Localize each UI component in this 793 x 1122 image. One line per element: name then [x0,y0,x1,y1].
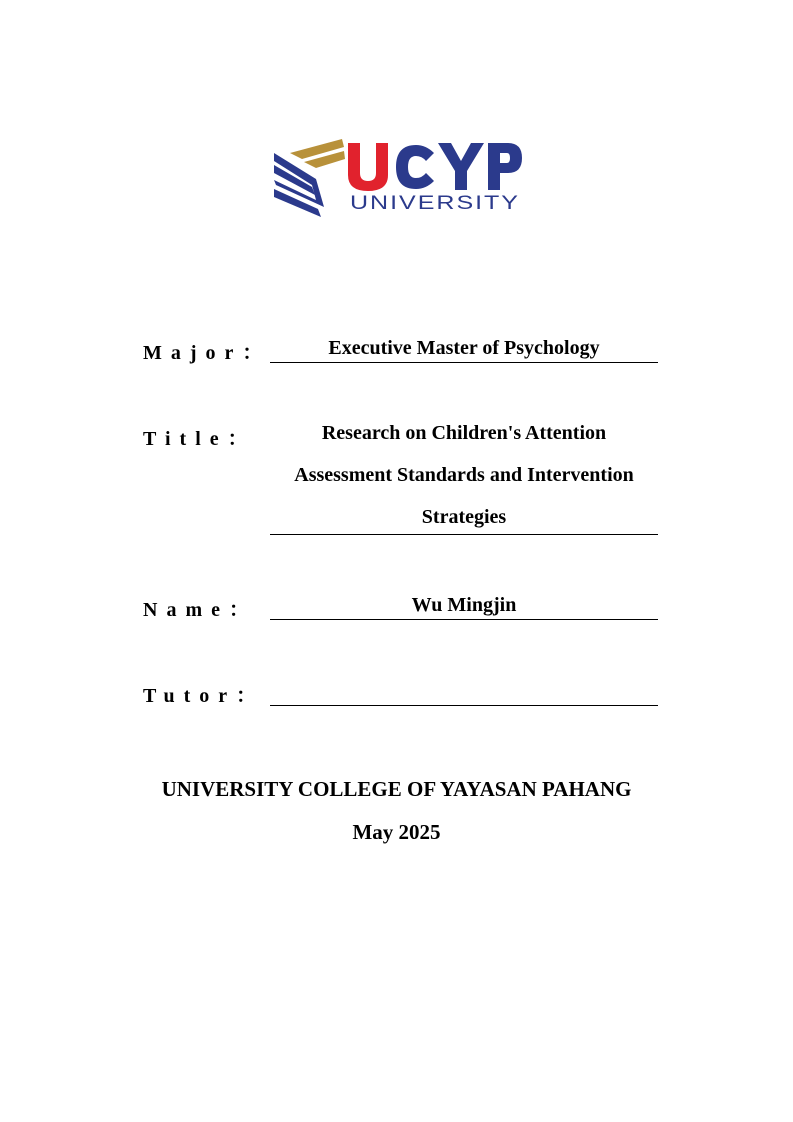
name-row [143,593,658,621]
major-label: Major： [143,342,272,364]
tutor-label: Tutor： [143,685,266,707]
submission-date: May 2025 [352,820,441,844]
title-line-1: Research on Children's Attention [321,422,607,444]
tutor-row [143,679,658,707]
ucyp-logo-graphic [268,135,526,217]
gold-chevron-icon [290,139,345,168]
title-line-2: Assessment Standards and Intervention [294,464,634,486]
name-value: Wu Mingjin [270,593,658,620]
logo-subtitle: UNIVERSITY [350,193,520,214]
institution-name: UNIVERSITY COLLEGE OF YAYASAN PAHANG [161,777,632,801]
title-line-3: Strategies [421,506,507,528]
university-logo [268,135,526,217]
major-row [143,336,658,364]
name-label: Name： [143,599,258,621]
logo-letter-u [348,143,388,191]
title-row [143,412,658,536]
tutor-value [270,679,658,706]
logo-letter-p [488,143,522,190]
major-value: Executive Master of Psychology [270,336,658,363]
title-label: Title： [143,428,257,450]
title-value [270,412,658,535]
logo-letter-y [438,143,484,190]
logo-letter-c [396,145,434,189]
